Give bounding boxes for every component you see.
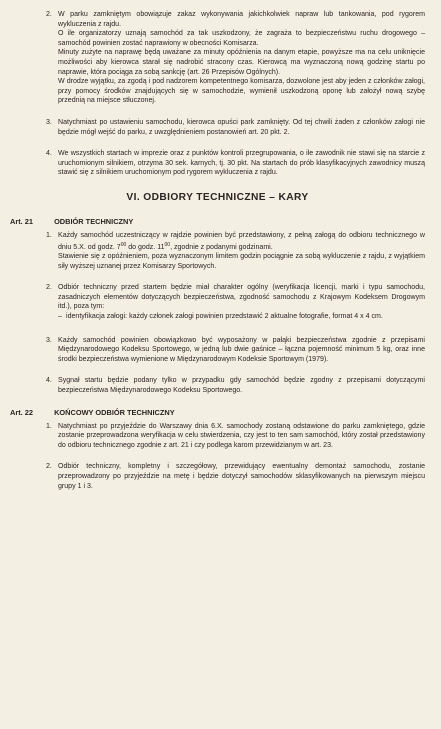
item-number: 3.: [46, 118, 52, 126]
text-run: do godz. 11: [126, 243, 165, 251]
list-item: [10, 283, 425, 321]
item-number: 2.: [46, 11, 52, 18]
list-item: [10, 231, 425, 271]
item-number: 2.: [46, 463, 52, 471]
paragraph: Stawienie się z opóźnieniem, poza wyznaczonym limitem godzin pociągnie za sobą wykluczenie z rajdu, z wyjątkiem siły wyższej uznanej przez Komisarzy Sportowych.: [58, 253, 425, 270]
paragraph: Odbiór techniczny przed startem będzie miał charakter ogólny (weryfikacja licencji, marki i typu samochodu, zasadniczych elementów dotyczących bezpieczeństwa, zgodność samochodu z Krajowym Kodeksem Drogowym itd.), poza tym:: [58, 284, 425, 311]
article-heading: [10, 217, 425, 226]
superscript: 00: [120, 241, 127, 248]
text-run: Każdy samochód uczestniczący w rajdzie powinien być przedstawiony, z pełną załogą do odbioru technicznego w dniu 5.X. od godz. 7: [58, 231, 425, 251]
paragraph: [58, 231, 425, 252]
superscript: 00: [164, 241, 171, 248]
item-number: 1.: [46, 422, 52, 430]
paragraph: W drodze wyjątku, za zgodą i pod nadzorem kompetentnego komisarza, dozwolone jest aby jeden z członków załogi, przy pomocy środków znajdujących się w samochodzie, wymienił uszkodzoną oponę lub założył nową szybę przednią na miejsce stłuczonej.: [58, 78, 425, 105]
paragraph: Natychmiast po ustawieniu samochodu, kierowca opuści park zamknięty. Od tej chwili żaden z członków załogi nie będzie mógł wejść do parku, z uwzględnieniem postanowień art. 20 pkt. 2.: [58, 118, 425, 136]
paragraph: Każdy samochód powinien obowiązkowo być wyposażony w pałąki bezpieczeństwa zgodnie z przepisami Międzynarodowego Kodeksu Sportowego, w jedną lub dwie gaśnice – łączna pojemność minimum 5 kg, oraz inne środki bezpieczeństwa wymienione w Międzynarodowym Kodeksie Sportowym (1979).: [58, 336, 425, 363]
item-number: 4.: [46, 377, 52, 385]
text-run: , zgodnie z podanymi godzinami.: [170, 243, 273, 251]
list-item: [10, 376, 425, 395]
bullet-item: – identyfikacja załogi: każdy członek załogi powinien przedstawić 2 aktualne fotografie, format 4 x 4 cm.: [58, 312, 425, 322]
item-number: 4.: [46, 150, 52, 158]
paragraph: Natychmiast po przyjeździe do Warszawy dnia 6.X. samochody zostaną odstawione do parku zamkniętego, gdzie zostanie przeprowadzona weryfikacja w celu stwierdzenia, czy jest to ten sam samochód, który został przedstawiony do odbioru technicznego zgodnie z art. 21 i czy podlega karom przewidzianym w art. 23.: [58, 422, 425, 449]
paragraph: We wszystkich startach w imprezie oraz z punktów kontroli przegrupowania, o ile zawodnik nie stawi się na starcie z uruchomionym silnikiem, otrzyma 30 sek. karnych, tj. 30 pkt. Na startach do prób klasyfikacyjnych zawodnicy muszą stawić się z silnikiem uruchomionym pod rygorem wykluczenia z rajdu.: [58, 150, 425, 177]
list-item: [10, 10, 425, 106]
item-number: 1.: [46, 231, 52, 239]
list-item: [10, 336, 425, 365]
paragraph: Minuty zużyte na naprawę będą uważane za minuty opóźnienia na danym etapie, powyższe ma na celu uniknięcie możliwości aby kierowca starał się nadrobić stracony czas. Kierowcą ma wyznaczoną nową godzinę startu po naprawie, która pociąga za sobą sankcję (art. 26 Przepisów Ogólnych).: [58, 49, 425, 76]
paragraph: W parku zamkniętym obowiązuje zakaz wykonywania jakichkolwiek napraw lub tankowania, pod rygorem wykluczenia z rajdu.: [58, 11, 425, 28]
list-item: [10, 422, 425, 451]
article-title: ODBIÓR TECHNICZNY: [54, 216, 134, 226]
article-number: Art. 22: [10, 407, 34, 417]
paragraph: Sygnał startu będzie podany tylko w przypadku gdy samochód będzie zgodny z przepisami dotyczącymi bezpieczeństwa Międzynarodowego Kodeksu Sportowego.: [58, 377, 425, 395]
article-number: Art. 21: [10, 216, 34, 226]
list-item: [10, 118, 425, 137]
list-item: [10, 149, 425, 178]
item-number: 2.: [46, 284, 52, 292]
bullet-list: [58, 312, 425, 322]
section-title: VI. ODBIORY TECHNICZNE – KARY: [126, 191, 309, 203]
paragraph: Odbiór techniczny, kompletny i szczegółowy, przewidujący ewentualny demontaż samochodu, zostanie przeprowadzony po przyjeździe na metę i będzie dotyczył samochodów sklasyfikowanych na pierwszym miejscu grupy 1 i 3.: [58, 463, 425, 490]
item-number: 3.: [46, 336, 52, 344]
article-heading: [10, 408, 425, 417]
paragraph: O ile organizatorzy uznają samochód za tak uszkodzony, że zagraża to bezpieczeństwu ruchu drogowego – samochód powinien zostać naprawiony w obecności Komisarza.: [58, 30, 425, 47]
list-item: [10, 462, 425, 491]
article-title: KOŃCOWY ODBIÓR TECHNICZNY: [54, 407, 175, 417]
